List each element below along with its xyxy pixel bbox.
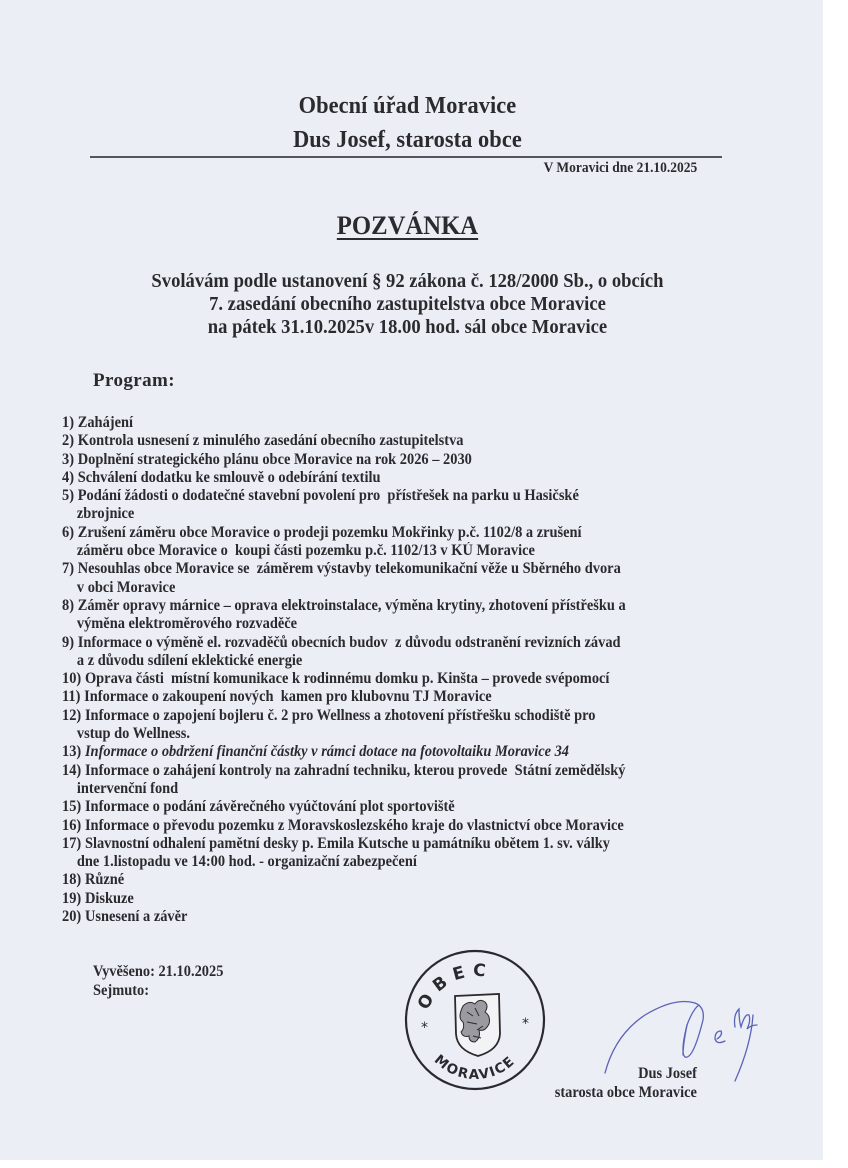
program-item	[62, 798, 762, 816]
program-item-line	[62, 835, 769, 853]
intro-line-2: 7. zasedání obecního zastupitelstva obce Moravice	[209, 293, 606, 315]
program-item-number: 13)	[62, 743, 82, 761]
program-item-continuation: výměna elektroměrového rozvaděče	[76, 615, 298, 633]
program-item-line	[62, 451, 769, 469]
signer-role: starosta obce Moravice	[554, 1084, 697, 1101]
program-item-text: Různé	[84, 871, 125, 889]
program-item-number: 8)	[62, 596, 75, 614]
program-item-text: Kontrola usnesení z minulého zasedání obecního zastupitelstva	[77, 432, 464, 450]
program-item-text: Zahájení	[77, 414, 134, 431]
program-item-number: 11)	[62, 688, 81, 706]
program-item-text: Nesouhlas obce Moravice se záměrem výstavby telekomunikační věže u Sběrného dvora	[77, 560, 621, 578]
program-item-continuation: záměru obce Moravice o koupi části pozemku p.č. 1102/13 v KÚ Moravice	[76, 542, 535, 560]
stamp-top-text: OBEC	[413, 960, 494, 1014]
program-item-number: 2)	[62, 432, 75, 450]
official-stamp	[403, 948, 547, 1092]
program-item-line	[62, 414, 769, 432]
program-item-text: Doplnění strategického plánu obce Moravice na rok 2026 – 2030	[77, 450, 472, 468]
program-item	[62, 451, 762, 469]
stamp-bottom-text: MORAVICE	[431, 1051, 519, 1084]
program-item-continuation: vstup do Wellness.	[76, 725, 190, 743]
program-item	[62, 487, 762, 524]
program-item	[62, 670, 762, 688]
signer-name: Dus Josef	[638, 1065, 697, 1082]
program-item-line	[62, 524, 769, 542]
program-item	[62, 414, 762, 432]
program-item	[62, 560, 762, 597]
program-item-line	[62, 743, 769, 761]
place-date: V Moravici dne 21.10.2025	[543, 160, 697, 176]
program-item	[62, 871, 762, 889]
program-item-line	[62, 487, 769, 505]
header-rule	[90, 156, 722, 158]
program-item-number: 10)	[62, 670, 82, 688]
program-item	[62, 707, 762, 744]
program-item-number: 1)	[62, 414, 75, 431]
program-item	[62, 835, 762, 872]
office-name: Obecní úřad Moravice	[298, 93, 517, 119]
program-item-text: Informace o podání závěrečného vyúčtování plot sportoviště	[84, 798, 455, 816]
program-item-line	[62, 469, 769, 487]
program-item	[62, 597, 762, 634]
program-item	[62, 817, 762, 835]
program-item	[62, 634, 762, 671]
program-item-line	[62, 871, 769, 889]
program-item-number: 3)	[62, 450, 75, 468]
program-item	[62, 432, 762, 450]
program-item-line	[62, 688, 769, 706]
program-item-text: Informace o obdržení finanční částky v rámci dotace na fotovoltaiku Moravice 34	[84, 743, 570, 761]
program-item-line	[62, 707, 769, 725]
coat-of-arms-icon	[455, 994, 500, 1056]
program-item-number: 15)	[62, 798, 82, 816]
program-item	[62, 890, 762, 908]
program-item-line	[62, 597, 769, 615]
program-item-line	[62, 560, 769, 578]
program-item-number: 19)	[62, 889, 82, 907]
signer-block	[555, 1064, 697, 1102]
posting-info	[93, 963, 223, 1000]
program-item-number: 4)	[62, 468, 75, 486]
program-item-text: Informace o zapojení bojleru č. 2 pro Wellness a zhotovení přístřešku schodiště pro	[84, 706, 596, 724]
program-item-text: Slavnostní odhalení pamětní desky p. Emila Kutsche u památníku obětem 1. sv. války	[84, 834, 611, 852]
program-item-number: 12)	[62, 706, 82, 724]
program-item-line	[62, 762, 769, 780]
program-item-text: Oprava části místní komunikace k rodinnému domku p. Kinšta – provede svépomocí	[84, 670, 610, 688]
program-list	[62, 414, 762, 926]
program-item-number: 16)	[62, 816, 82, 834]
intro-line-1: Svolávám podle ustanovení § 92 zákona č. 128/2000 Sb., o obcích	[151, 270, 664, 292]
intro-line-3: na pátek 31.10.2025v 18.00 hod. sál obce Moravice	[207, 316, 608, 338]
program-item-continuation: intervenční fond	[76, 779, 179, 797]
program-item-line	[62, 908, 769, 926]
program-item	[62, 762, 762, 799]
program-item	[62, 908, 762, 926]
program-item-continuation: a z důvodu sdílení eklektické energie	[76, 651, 303, 669]
program-item	[62, 743, 762, 761]
program-item-number: 20)	[62, 908, 82, 926]
program-item-line	[62, 798, 769, 816]
program-item-text: Záměr opravy márnice – oprava elektroinstalace, výměna krytiny, zhotovení přístřešku a	[77, 596, 626, 614]
program-item-text: Diskuze	[84, 889, 134, 907]
program-item-number: 18)	[62, 871, 82, 889]
program-item	[62, 469, 762, 487]
program-item-text: Informace o výměně el. rozvaděčů obecních budov z důvodu odstranění revizních závad	[77, 633, 621, 651]
program-item-line	[62, 634, 769, 652]
program-item-number: 9)	[62, 633, 75, 651]
program-item-number: 14)	[62, 761, 82, 779]
program-item-text: Informace o převodu pozemku z Moravskoslezského kraje do vlastnictví obce Moravice	[84, 816, 624, 834]
stamp-star-left-icon: *	[421, 1020, 428, 1036]
program-item-continuation: dne 1.listopadu ve 14:00 hod. - organizační zabezpečení	[76, 853, 417, 871]
program-item	[62, 524, 762, 561]
program-item-line	[62, 432, 769, 450]
program-item-text: Informace o zahájení kontroly na zahradní techniku, kterou provede Státní zemědělský	[84, 761, 626, 779]
program-item-text: Schválení dodatku ke smlouvě o odebírání textilu	[77, 468, 381, 486]
program-item-text: Usnesení a závěr	[84, 908, 188, 926]
posted-date: Vyvěšeno: 21.10.2025	[93, 963, 224, 980]
program-item-text: Informace o zakoupení nových kamen pro klubovnu TJ Moravice	[84, 688, 492, 706]
program-item-number: 7)	[62, 560, 75, 578]
program-item-continuation: v obci Moravice	[76, 578, 176, 596]
mayor-line: Dus Josef, starosta obce	[293, 127, 522, 153]
document-title: POZVÁNKA	[336, 211, 479, 240]
program-item-number: 5)	[62, 487, 75, 505]
program-label: Program:	[93, 370, 175, 391]
program-item	[62, 688, 762, 706]
program-item-continuation: zbrojnice	[76, 505, 135, 523]
program-item-text: Zrušení záměru obce Moravice o prodeji pozemku Mokřinky p.č. 1102/8 a zrušení	[77, 523, 582, 541]
removed-date: Sejmuto:	[93, 981, 150, 999]
program-item-line	[62, 670, 769, 688]
stamp-star-right-icon: *	[522, 1016, 529, 1032]
program-item-line	[62, 890, 769, 908]
program-item-number: 17)	[62, 834, 82, 852]
program-item-line	[62, 817, 769, 835]
program-item-text: Podání žádosti o dodatečné stavební povolení pro přístřešek na parku u Hasičské	[77, 487, 579, 505]
program-item-number: 6)	[62, 523, 75, 541]
